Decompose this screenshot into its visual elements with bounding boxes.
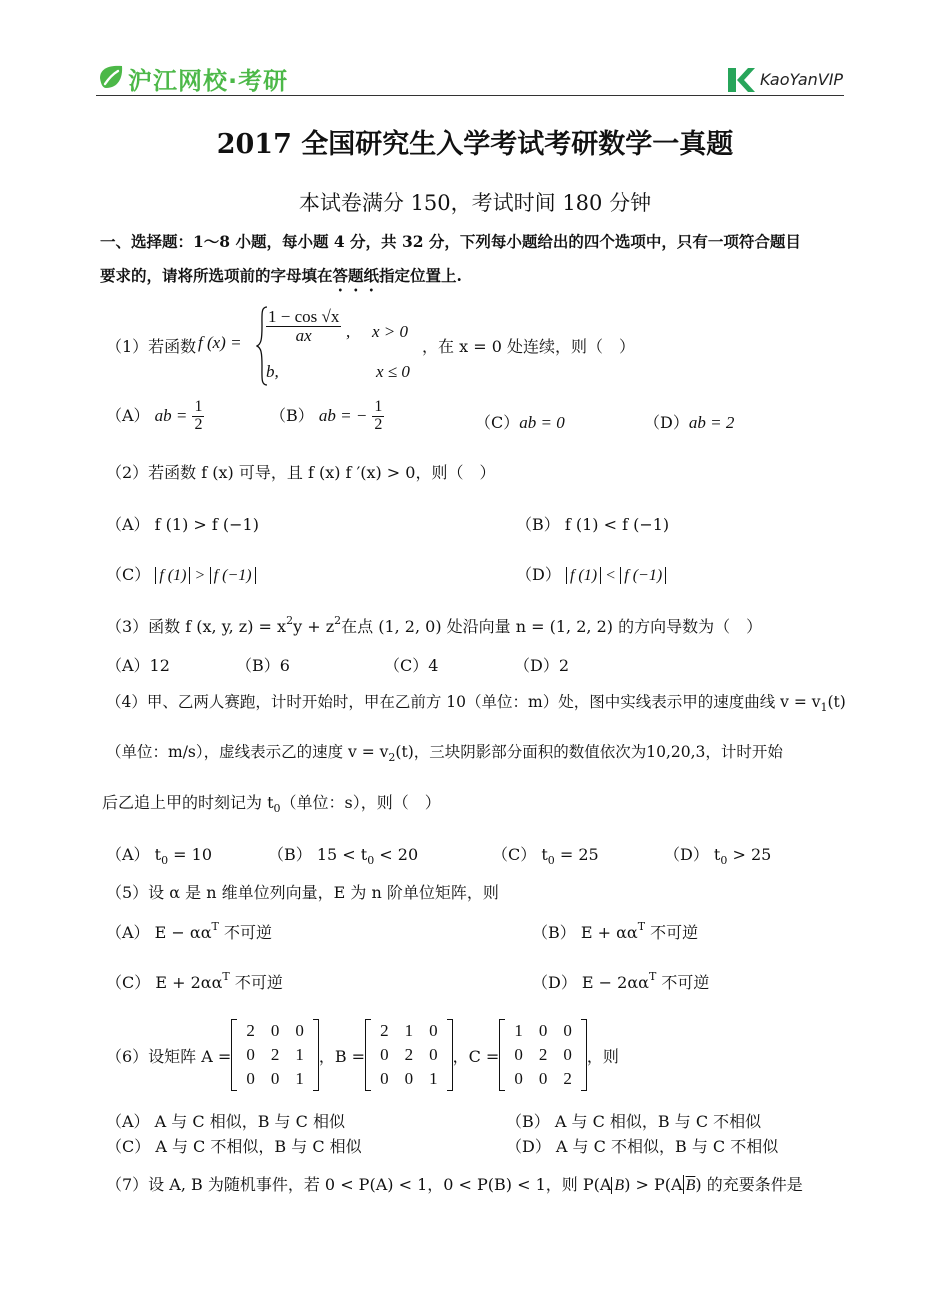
q4-option-b bbox=[268, 842, 418, 867]
matrix-row bbox=[506, 1019, 580, 1043]
q1-case2-value: b, bbox=[266, 362, 279, 381]
q4-c-sub: 0 bbox=[547, 854, 555, 867]
matrix-cell: 0 bbox=[404, 1069, 414, 1088]
matrix-cell: 0 bbox=[246, 1045, 255, 1064]
q3-option-d: （D）2 bbox=[514, 656, 570, 675]
q3-option-b: （B）6 bbox=[236, 656, 290, 675]
q6-option-b: （B） A 与 C 相似，B 与 C 不相似 bbox=[506, 1112, 762, 1131]
q3-stem-post: 在点 (1, 2, 0) 处沿向量 n = (1, 2, 2) 的方向导数为（ ） bbox=[341, 617, 763, 636]
section-line2-pre: 要求的，请将所选项前的字母填在 bbox=[100, 266, 333, 285]
matrix-cell: 1 bbox=[295, 1045, 304, 1064]
q4-a-sub: 0 bbox=[161, 854, 169, 867]
q6-prefix: （6）设矩阵 A = bbox=[106, 1046, 232, 1066]
q5-option-a bbox=[106, 920, 272, 943]
matrix-cell: 2 bbox=[246, 1021, 255, 1040]
q1-d-expr: ab = 2 bbox=[688, 413, 735, 432]
q1-prefix: （1）若函数 bbox=[106, 337, 197, 356]
q7-bbar-wrap bbox=[683, 1175, 696, 1194]
q1-b-label: （B） bbox=[270, 405, 314, 425]
matrix-cell: 2 bbox=[404, 1045, 414, 1064]
q1-a-label: （A） bbox=[106, 405, 150, 425]
matrix-cell: 2 bbox=[563, 1069, 572, 1088]
q1-option-c bbox=[475, 410, 565, 433]
q2-d-right-abs: f (−1) bbox=[620, 567, 666, 584]
q3-sup1: 2 bbox=[286, 614, 294, 627]
q4-option-d bbox=[664, 842, 771, 867]
q4-c-pre: （C） t bbox=[492, 845, 548, 864]
q6-option-a: （A） A 与 C 相似，B 与 C 相似 bbox=[106, 1112, 345, 1131]
q4-b-post: < 20 bbox=[374, 845, 419, 864]
matrix-cell: 2 bbox=[538, 1045, 548, 1064]
matrix-row bbox=[238, 1019, 312, 1043]
matrix-cell: 0 bbox=[380, 1045, 389, 1064]
q5-option-d bbox=[532, 970, 709, 993]
section-line2-post: 指定位置上. bbox=[379, 266, 462, 285]
q3-option-c: （C）4 bbox=[384, 656, 439, 675]
q5-d-pre: （D） E − 2αα bbox=[532, 973, 649, 992]
q6-option-c: （C） A 与 C 不相似，B 与 C 相似 bbox=[106, 1137, 362, 1156]
q1-fx: f (x) = bbox=[198, 333, 242, 352]
q7-stem-pre: （7）设 A, B 为随机事件，若 0 < P(A) < 1，0 < P(B) < 1，则 P(A bbox=[106, 1175, 612, 1194]
section-heading-line2 bbox=[100, 264, 462, 295]
matrix-row bbox=[372, 1067, 446, 1091]
q4-line3-pre: 后乙追上甲的时刻记为 t bbox=[102, 793, 274, 812]
matrix-cell: 0 bbox=[380, 1069, 389, 1088]
matrix-cell: 0 bbox=[514, 1045, 523, 1064]
q1-option-b bbox=[270, 399, 384, 434]
exam-title: 2017 全国研究生入学考试考研数学一真题 bbox=[216, 129, 734, 160]
matrix-row bbox=[506, 1043, 580, 1067]
matrix-b-table bbox=[372, 1019, 446, 1091]
q5-b-sup: T bbox=[637, 920, 646, 933]
matrix-cell: 0 bbox=[514, 1069, 523, 1088]
q2-c-label: （C） bbox=[106, 565, 151, 584]
q4-line2-pre: （单位：m/s），虚线表示乙的速度 v = v bbox=[106, 743, 389, 761]
q1-a-num: 1 bbox=[194, 398, 203, 415]
matrix-row bbox=[238, 1067, 312, 1091]
q2-c-right-abs: f (−1) bbox=[210, 567, 256, 584]
q6-sep-c: ，C = bbox=[452, 1046, 500, 1066]
q2-option-a: （A） f (1) > f (−1) bbox=[106, 515, 259, 534]
section-heading-line1: 一、选择题：1～8 小题，每小题 4 分，共 32 分，下列每小题给出的四个选项中，只有一项符合题目 bbox=[100, 232, 801, 251]
matrix-a-table bbox=[238, 1019, 312, 1091]
q4-line1-post: (t) bbox=[827, 693, 846, 711]
q1-case1-numerator: 1 − cos √x bbox=[268, 307, 340, 326]
q1-b-fraction bbox=[372, 399, 384, 434]
q2-c-op: > bbox=[195, 567, 205, 584]
matrix-cell: 0 bbox=[270, 1069, 280, 1088]
q1-a-den: 2 bbox=[194, 415, 203, 433]
matrix-cell: 1 bbox=[514, 1021, 523, 1040]
q1-option-d bbox=[644, 410, 734, 433]
leaf-logo-icon bbox=[96, 62, 126, 92]
q5-c-sup: T bbox=[222, 970, 230, 983]
q5-b-pre: （B） E + αα bbox=[532, 923, 638, 942]
q5-option-c bbox=[106, 970, 283, 993]
question-1 bbox=[106, 304, 866, 388]
q4-line2-post: (t)，三块阴影部分面积的数值依次为10,20,3，计时开始 bbox=[395, 743, 783, 761]
q2-option-d bbox=[516, 562, 666, 585]
matrix-cell: 1 bbox=[295, 1069, 304, 1088]
question-4-line3 bbox=[102, 790, 441, 815]
q3-option-a: （A）12 bbox=[106, 656, 170, 675]
q7-stem-mid: ) > P(A bbox=[624, 1175, 683, 1194]
q1-a-fraction bbox=[192, 399, 204, 434]
q5-a-sup: T bbox=[211, 920, 219, 933]
q1-b-num: 1 bbox=[374, 398, 383, 415]
q3-stem-mid: y + z bbox=[293, 617, 335, 636]
q7-stem-post: ) 的充要条件是 bbox=[695, 1175, 803, 1194]
question-6-stem bbox=[106, 1012, 619, 1098]
q2-option-c bbox=[106, 562, 256, 585]
q5-b-post: 不可逆 bbox=[645, 923, 699, 942]
matrix-cell: 2 bbox=[270, 1045, 280, 1064]
q5-d-sup: T bbox=[648, 970, 657, 983]
matrix-a bbox=[231, 1019, 319, 1091]
matrix-cell: 2 bbox=[380, 1021, 389, 1040]
kaoyan-k-icon bbox=[726, 66, 756, 94]
q1-case1-fraction bbox=[266, 308, 341, 345]
matrix-row bbox=[372, 1019, 446, 1043]
header-divider bbox=[96, 95, 844, 96]
q1-d-label: （D） bbox=[644, 413, 689, 432]
page-header bbox=[0, 0, 950, 110]
q4-d-pre: （D） t bbox=[664, 845, 721, 864]
q1-case1-condition: x > 0 bbox=[372, 322, 409, 341]
q5-c-pre: （C） E + 2αα bbox=[106, 973, 223, 992]
q2-c-left-abs: f (1) bbox=[155, 567, 190, 584]
matrix-cell: 0 bbox=[538, 1021, 548, 1040]
q5-a-pre: （A） E − αα bbox=[106, 923, 212, 942]
q5-option-b bbox=[532, 920, 698, 943]
kaoyan-vip-logo-text: KaoYanVIP bbox=[760, 70, 844, 89]
matrix-cell: 0 bbox=[563, 1021, 572, 1040]
q7-complement-b: $\overline{B}$ bbox=[685, 1177, 696, 1194]
q4-a-post: = 10 bbox=[168, 845, 213, 864]
q1-case1-denominator: ax bbox=[295, 325, 312, 345]
matrix-c bbox=[499, 1019, 587, 1091]
matrix-cell: 0 bbox=[295, 1021, 304, 1040]
matrix-cell: 0 bbox=[538, 1069, 548, 1088]
q2-option-b: （B） f (1) < f (−1) bbox=[516, 515, 670, 534]
q5-a-post: 不可逆 bbox=[218, 923, 272, 942]
q4-option-c bbox=[492, 842, 599, 867]
q7-conditional-b: B bbox=[611, 1177, 624, 1194]
q6-suffix: ，则 bbox=[586, 1046, 619, 1066]
q1-c-label: （C） bbox=[475, 413, 520, 432]
q4-line2-sub: 2 bbox=[388, 751, 396, 764]
q4-line3-sub: 0 bbox=[273, 802, 281, 815]
q1-case2-condition: x ≤ 0 bbox=[376, 362, 410, 381]
q1-b-den: 2 bbox=[374, 415, 383, 433]
matrix-cell: 0 bbox=[429, 1021, 438, 1040]
q2-d-left-abs: f (1) bbox=[566, 567, 601, 584]
matrix-cell: 1 bbox=[429, 1069, 438, 1088]
question-2-stem: （2）若函数 f (x) 可导，且 f (x) f ′(x) > 0，则（ ） bbox=[106, 463, 496, 482]
q4-b-pre: （B） 15 < t bbox=[268, 845, 368, 864]
q4-d-post: > 25 bbox=[727, 845, 772, 864]
q4-a-pre: （A） t bbox=[106, 845, 162, 864]
q1-comma: , bbox=[346, 322, 351, 341]
matrix-cell: 1 bbox=[404, 1021, 414, 1040]
question-5-stem: （5）设 α 是 n 维单位列向量，E 为 n 阶单位矩阵，则 bbox=[106, 883, 499, 902]
q2-d-op: < bbox=[606, 567, 616, 584]
brand-name: 沪江网校·考研 bbox=[128, 67, 289, 95]
matrix-row bbox=[238, 1043, 312, 1067]
matrix-cell: 0 bbox=[563, 1045, 572, 1064]
q5-d-post: 不可逆 bbox=[656, 973, 710, 992]
q1-c-expr: ab = 0 bbox=[519, 413, 565, 432]
matrix-c-table bbox=[506, 1019, 580, 1091]
question-4-line1 bbox=[106, 690, 846, 714]
q4-d-sub: 0 bbox=[720, 854, 728, 867]
q1-suffix: ，在 x = 0 处连续，则（ ） bbox=[422, 337, 635, 356]
q6-sep-b: ，B = bbox=[318, 1046, 366, 1066]
q1-option-a bbox=[106, 399, 204, 434]
matrix-cell: 0 bbox=[270, 1021, 280, 1040]
matrix-row bbox=[372, 1043, 446, 1067]
q3-stem-pre: （3）函数 f (x, y, z) = x bbox=[106, 617, 287, 636]
question-4-line2 bbox=[106, 740, 783, 764]
question-3-stem bbox=[106, 614, 762, 637]
matrix-row bbox=[506, 1067, 580, 1091]
q4-line1-sub: 1 bbox=[820, 701, 828, 714]
matrix-cell: 0 bbox=[246, 1069, 255, 1088]
q1-a-expr: ab = bbox=[154, 405, 188, 425]
q4-b-sub: 0 bbox=[367, 854, 375, 867]
q6-option-d: （D） A 与 C 不相似，B 与 C 不相似 bbox=[506, 1137, 779, 1156]
q1-b-expr: ab = − bbox=[318, 405, 368, 425]
q4-c-post: = 25 bbox=[554, 845, 599, 864]
question-7-stem bbox=[106, 1172, 803, 1195]
q4-line3-post: （单位：s），则（ ） bbox=[280, 793, 441, 812]
q2-d-label: （D） bbox=[516, 565, 561, 584]
q3-sup2: 2 bbox=[334, 614, 342, 627]
q5-c-post: 不可逆 bbox=[229, 973, 283, 992]
exam-subtitle: 本试卷满分 150，考试时间 180 分钟 bbox=[298, 191, 652, 215]
q4-option-a bbox=[106, 842, 212, 867]
matrix-b bbox=[365, 1019, 453, 1091]
matrix-cell: 0 bbox=[429, 1045, 438, 1064]
q4-line1-pre: （4）甲、乙两人赛跑，计时开始时，甲在乙前方 10（单位：m）处，图中实线表示甲的速度曲线 v = v bbox=[106, 693, 821, 711]
answer-sheet-emphasis: 答题纸 bbox=[332, 266, 380, 285]
